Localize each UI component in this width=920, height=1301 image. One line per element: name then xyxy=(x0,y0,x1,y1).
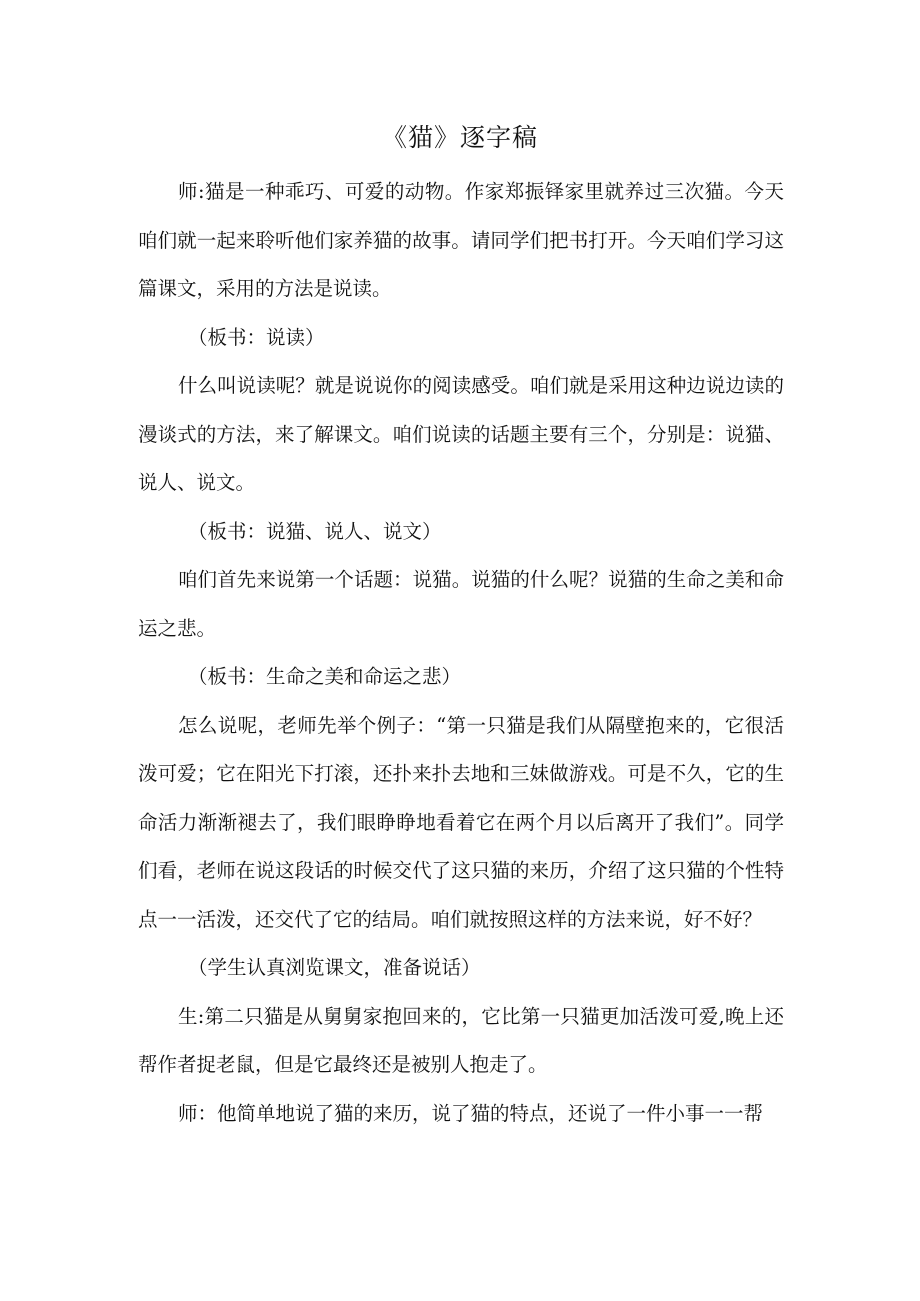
paragraph-teacher-comment: 师：他简单地说了猫的来历，说了猫的特点，还说了一件小事一一帮 xyxy=(178,1101,764,1125)
paragraph-student-activity: （学生认真浏览课文，准备说话） xyxy=(188,956,481,979)
paragraph-intro: 师:猫是一种乖巧、可爱的动物。作家郑振铎家里就养过三次猫。今天咱们就一起来聆听他们家养猫的故事。请同学们把书打开。今天咱们学习这篇课文，采用的方法是说读。 xyxy=(138,180,784,300)
paragraph-board-note-3: （板书：生命之美和命运之悲） xyxy=(188,665,462,688)
paragraph-student-answer: 生:第二只猫是从舅舅家抱回来的，它比第一只猫更加活泼可爱,晚上还帮作者捉老鼠，但是它最终还是被别人抱走了。 xyxy=(138,1004,784,1076)
paragraph-example: 怎么说呢，老师先举个例子：“第一只猫是我们从隔壁抱来的，它很活泼可爱；它在阳光下打滚，还扑来扑去地和三妹做游戏。可是不久，它的生命活力渐渐褪去了，我们眼睁睁地看着它在两个月以后离开了我们”。同学们看，老师在说这段话的时候交代了这只猫的来历，介绍了这只猫的个性特点一一活泼，还交代了它的结局。咱们就按照这样的方法来说，好不好？ xyxy=(138,713,784,931)
paragraph-what-is-reading: 什么叫说读呢？就是说说你的阅读感受。咱们就是采用这种边说边读的漫谈式的方法，来了解课文。咱们说读的话题主要有三个，分别是：说猫、说人、说文。 xyxy=(138,374,784,494)
paragraph-board-note-2: （板书：说猫、说人、说文） xyxy=(188,519,442,543)
paragraph-first-topic: 咱们首先来说第一个话题：说猫。说猫的什么呢？说猫的生命之美和命运之悲。 xyxy=(138,568,784,640)
paragraph-board-note-1: （板书：说读） xyxy=(188,325,325,349)
document-body xyxy=(138,168,784,1138)
document-title: 《猫》逐字稿 xyxy=(381,123,538,152)
